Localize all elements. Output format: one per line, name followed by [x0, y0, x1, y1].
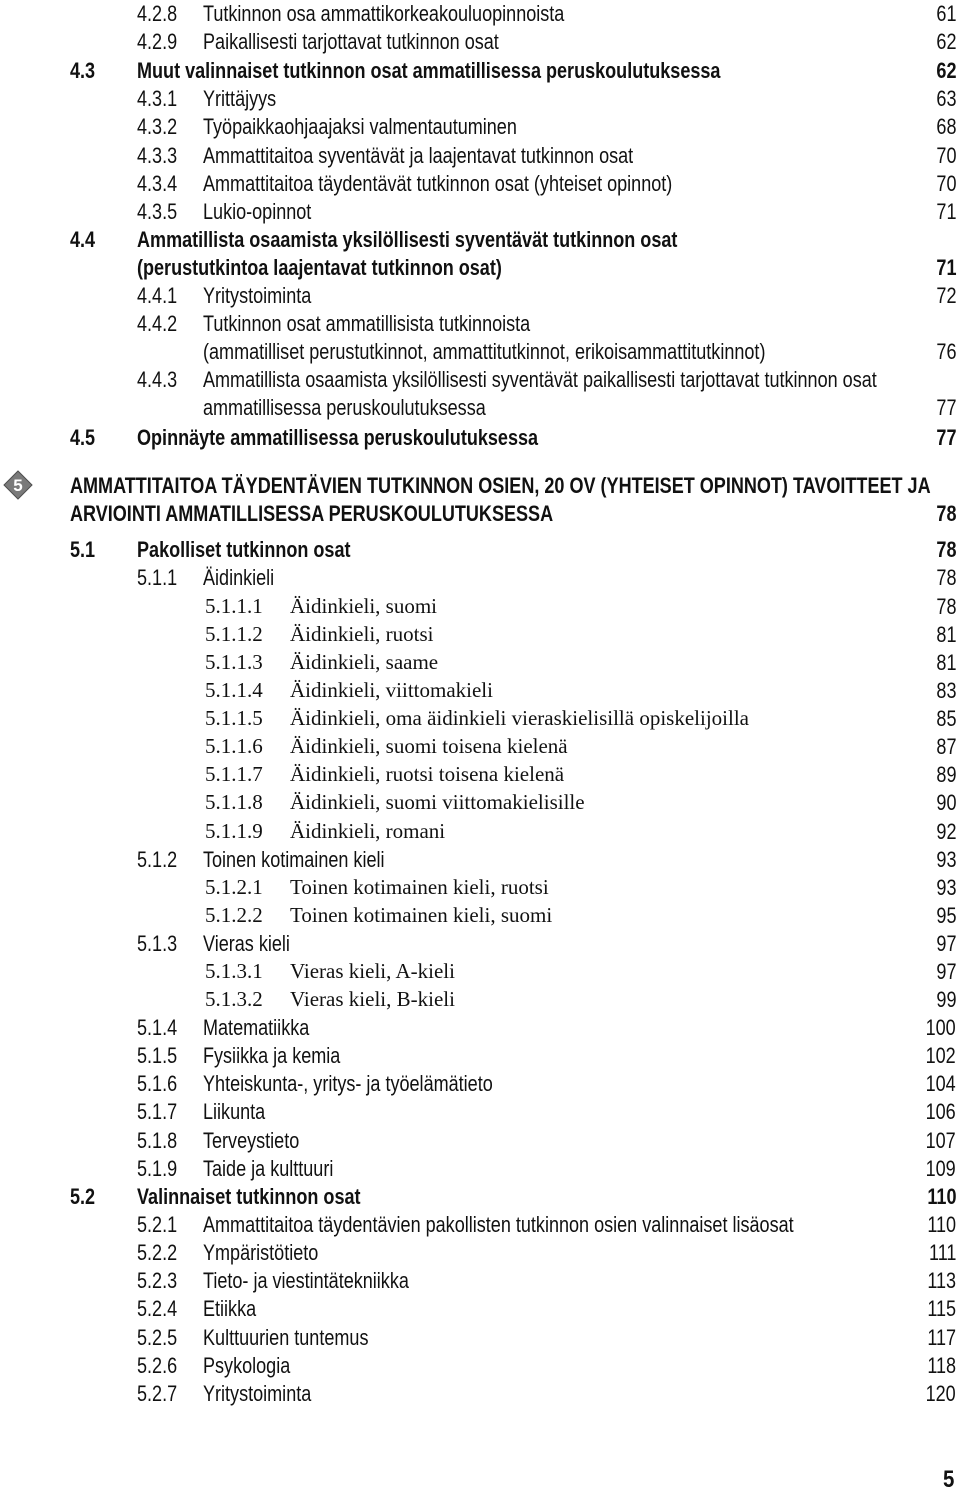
- toc-entry-title-continued: ARVIOINTI AMMATILLISESSA PERUSKOULUTUKSESSA: [70, 501, 554, 526]
- toc-entry-title: Taide ja kulttuuri: [203, 1156, 334, 1181]
- toc-entry-title: Liikunta: [203, 1099, 266, 1124]
- toc-entry-title: Yritystoiminta: [203, 1381, 312, 1406]
- toc-entry-page: 100: [925, 1015, 956, 1040]
- toc-entry-number: 4.2.9: [137, 29, 178, 54]
- toc-entry-title: Äidinkieli: [203, 565, 275, 590]
- toc-entry-number: 5.1.1.7: [205, 762, 263, 786]
- toc-entry-title: Toinen kotimainen kieli, suomi: [290, 903, 553, 927]
- toc-entry-page: 89: [935, 762, 956, 787]
- toc-entry-number: 5.1.1.4: [205, 678, 263, 702]
- toc-entry-title: Ammattitaitoa täydentävien pakollisten tutkinnon osien valinnaiset lisäosat: [203, 1212, 794, 1237]
- toc-entry-page: 87: [935, 734, 956, 759]
- toc-entry-title: Etiikka: [203, 1296, 257, 1321]
- toc-entry-page: 115: [927, 1296, 956, 1321]
- toc-entry-title: AMMATTITAITOA TÄYDENTÄVIEN TUTKINNON OSIEN, 20 OV (YHTEISET OPINNOT) TAVOITTEET JA: [70, 473, 931, 498]
- toc-entry-page: 68: [935, 114, 956, 139]
- toc-entry-number: 5.1.4: [137, 1015, 178, 1040]
- toc-entry-number: 4.5: [70, 425, 96, 450]
- toc-entry-page: 61: [935, 1, 956, 26]
- toc-entry-number: 5.1.1.2: [205, 622, 263, 646]
- toc-entry-number: 5.1.9: [137, 1156, 178, 1181]
- toc-entry-title: Äidinkieli, suomi viittomakielisille: [290, 790, 585, 814]
- toc-entry-title: Äidinkieli, suomi toisena kielenä: [290, 734, 568, 758]
- toc-entry-page: 106: [925, 1099, 956, 1124]
- toc-entry-page: 83: [935, 678, 956, 703]
- toc-entry-title: Psykologia: [203, 1353, 291, 1378]
- toc-entry-number: 5.1.1: [137, 565, 178, 590]
- toc-entry-title: Yritystoiminta: [203, 283, 312, 308]
- toc-entry-page: 72: [935, 283, 956, 308]
- toc-entry-page: 117: [927, 1325, 956, 1350]
- toc-entry-title: Ammattitaitoa täydentävät tutkinnon osat (yhteiset opinnot): [203, 171, 673, 196]
- toc-entry-number: 5.2.3: [137, 1268, 178, 1293]
- toc-entry-page: 99: [935, 987, 956, 1012]
- toc-entry-number: 4.4.3: [137, 367, 178, 392]
- toc-entry-page: 71: [935, 255, 956, 280]
- toc-entry-page: 62: [935, 58, 956, 83]
- toc-entry-title: Muut valinnaiset tutkinnon osat ammatillisessa peruskoulutuksessa: [137, 58, 721, 83]
- toc-entry-number: 5.2: [70, 1184, 96, 1209]
- toc-entry-page: 70: [935, 143, 956, 168]
- toc-entry-number: 5.2.6: [137, 1353, 178, 1378]
- toc-entry-number: 5.2.4: [137, 1296, 178, 1321]
- toc-entry-number: 5.1: [70, 537, 96, 562]
- toc-entry-number: 5.1.7: [137, 1099, 178, 1124]
- toc-entry-number: 5.1.1.9: [205, 819, 263, 843]
- toc-entry-number: 5.1.3.1: [205, 959, 263, 983]
- toc-entry-title: Äidinkieli, ruotsi toisena kielenä: [290, 762, 565, 786]
- toc-entry-number: 4.3.5: [137, 199, 178, 224]
- toc-entry-number: 5.1.1.3: [205, 650, 263, 674]
- toc-entry-number: 5.1.1.6: [205, 734, 263, 758]
- toc-entry-page: 92: [935, 819, 956, 844]
- toc-entry-title: Ammatillista osaamista yksilöllisesti syventävät tutkinnon osat: [137, 227, 678, 252]
- toc-entry-page: 63: [935, 86, 956, 111]
- toc-entry-page: 111: [928, 1240, 956, 1265]
- toc-entry-title: Äidinkieli, romani: [290, 819, 446, 843]
- toc-entry-page: 97: [935, 931, 956, 956]
- chapter-badge-label: 5: [13, 476, 23, 495]
- toc-entry-title: Tutkinnon osat ammatillisista tutkinnoista: [203, 311, 531, 336]
- toc-entry-number: 4.3.1: [137, 86, 178, 111]
- toc-entry-title: Lukio-opinnot: [203, 199, 312, 224]
- toc-entry-title: Opinnäyte ammatillisessa peruskoulutuksessa: [137, 425, 539, 450]
- toc-entry-number: 5.1.3: [137, 931, 178, 956]
- toc-entry-title: Äidinkieli, viittomakieli: [290, 678, 493, 702]
- toc-entry-number: 5.1.5: [137, 1043, 178, 1068]
- toc-entry-page: 102: [925, 1043, 956, 1068]
- toc-entry-page: 78: [935, 537, 956, 562]
- toc-entry-title: Työpaikkaohjaajaksi valmentautuminen: [203, 114, 517, 139]
- toc-entry-page: 90: [935, 790, 956, 815]
- toc-entry-page: 113: [927, 1268, 956, 1293]
- toc-entry-title: Äidinkieli, suomi: [290, 594, 437, 618]
- toc-entry-title: Yhteiskunta-, yritys- ja työelämätieto: [203, 1071, 493, 1096]
- toc-entry-title: Vieras kieli, B-kieli: [290, 987, 455, 1011]
- page-number: 5: [942, 1466, 954, 1493]
- toc-entry-page: 109: [925, 1156, 956, 1181]
- toc-entry-title: Pakolliset tutkinnon osat: [137, 537, 351, 562]
- toc-entry-number: 5.1.6: [137, 1071, 178, 1096]
- toc-entry-number: 4.3.3: [137, 143, 178, 168]
- toc-entry-page: 70: [935, 171, 956, 196]
- toc-entry-page: 110: [926, 1184, 956, 1209]
- toc-entry-page: 120: [925, 1381, 956, 1406]
- toc-entry-page: 85: [935, 706, 956, 731]
- toc-entry-number: 4.4.2: [137, 311, 178, 336]
- toc-entry-title: Ympäristötieto: [203, 1240, 319, 1265]
- toc-entry-title: Toinen kotimainen kieli: [203, 847, 385, 872]
- toc-entry-number: 5.1.8: [137, 1128, 178, 1153]
- toc-entry-title: Matematiikka: [203, 1015, 310, 1040]
- toc-entry-number: 4.4.1: [137, 283, 178, 308]
- toc-entry-number: 5.1.2.2: [205, 903, 263, 927]
- toc-entry-number: 5.1.2.1: [205, 875, 263, 899]
- toc-entry-number: 4.2.8: [137, 1, 178, 26]
- toc-entry-page: 78: [935, 565, 956, 590]
- toc-entry-number: 5.1.1.5: [205, 706, 263, 730]
- toc-entry-page: 71: [935, 199, 956, 224]
- toc-entry-number: 5.1.1.8: [205, 790, 263, 814]
- toc-entry-page: 78: [935, 501, 956, 526]
- toc-entry-title: Fysiikka ja kemia: [203, 1043, 341, 1068]
- toc-entry-title-continued: ammatillisessa peruskoulutuksessa: [203, 395, 486, 420]
- toc-entry-title: Paikallisesti tarjottavat tutkinnon osat: [203, 29, 499, 54]
- toc-entry-number: 4.3.4: [137, 171, 178, 196]
- toc-entry-page: 97: [935, 959, 956, 984]
- toc-entry-page: 81: [935, 622, 956, 647]
- toc-entry-number: 4.3.2: [137, 114, 178, 139]
- toc-entry-page: 93: [935, 875, 956, 900]
- toc-entry-title: Tutkinnon osa ammattikorkeakouluopinnoista: [203, 1, 565, 26]
- toc-entry-page: 118: [927, 1353, 956, 1378]
- toc-entry-title: Äidinkieli, oma äidinkieli vieraskielisillä opiskelijoilla: [290, 706, 749, 730]
- toc-entry-title-continued: (perustutkintoa laajentavat tutkinnon osat): [137, 255, 502, 280]
- toc-entry-page: 77: [935, 425, 956, 450]
- toc-entry-page: 76: [935, 339, 956, 364]
- toc-entry-page: 93: [935, 847, 956, 872]
- toc-entry-title: Äidinkieli, saame: [290, 650, 439, 674]
- toc-entry-page: 62: [935, 29, 956, 54]
- toc-entry-title: Vieras kieli, A-kieli: [290, 959, 455, 983]
- toc-entry-page: 77: [935, 395, 956, 420]
- toc-entry-title: Äidinkieli, ruotsi: [290, 622, 434, 646]
- toc-entry-title: Vieras kieli: [203, 931, 290, 956]
- toc-entry-number: 5.1.1.1: [205, 594, 263, 618]
- toc-entry-number: 5.1.3.2: [205, 987, 263, 1011]
- toc-entry-page: 107: [925, 1128, 956, 1153]
- toc-entry-title: Ammattitaitoa syventävät ja laajentavat tutkinnon osat: [203, 143, 634, 168]
- toc-entry-title: Kulttuurien tuntemus: [203, 1325, 369, 1350]
- toc-entry-title: Tieto- ja viestintätekniikka: [203, 1268, 409, 1293]
- toc-entry-title: Yrittäjyys: [203, 86, 277, 111]
- toc-entry-number: 5.2.5: [137, 1325, 178, 1350]
- toc-entry-page: 95: [935, 903, 956, 928]
- toc-entry-title: Toinen kotimainen kieli, ruotsi: [290, 875, 549, 899]
- toc-entry-title: Ammatillista osaamista yksilöllisesti syventävät paikallisesti tarjottavat tutkinnon osat: [203, 367, 877, 392]
- toc-entry-page: 110: [927, 1212, 956, 1237]
- chapter-badge-icon: [3, 470, 33, 500]
- toc-entry-title: Terveystieto: [203, 1128, 300, 1153]
- toc-entry-page: 104: [925, 1071, 956, 1096]
- toc-entry-page: 81: [935, 650, 956, 675]
- toc-entry-title: Valinnaiset tutkinnon osat: [137, 1184, 361, 1209]
- toc-entry-number: 5.2.7: [137, 1381, 178, 1406]
- toc-entry-number: 5.2.2: [137, 1240, 178, 1265]
- toc-entry-number: 5.2.1: [137, 1212, 178, 1237]
- toc-entry-number: 5.1.2: [137, 847, 178, 872]
- toc-entry-number: 4.4: [70, 227, 96, 252]
- toc-entry-title-continued: (ammatilliset perustutkinnot, ammattitutkinnot, erikoisammattitutkinnot): [203, 339, 766, 364]
- toc-entry-page: 78: [935, 594, 956, 619]
- toc-entry-number: 4.3: [70, 58, 96, 83]
